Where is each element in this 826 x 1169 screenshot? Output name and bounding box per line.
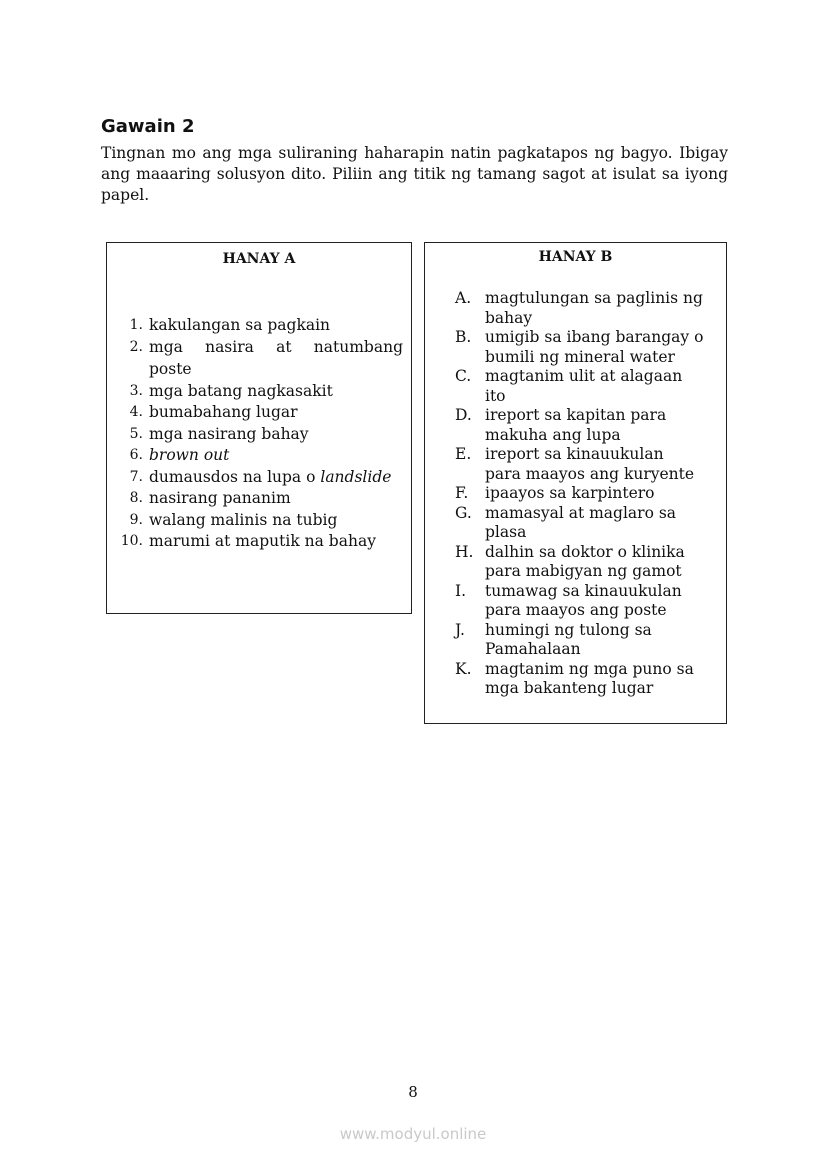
item-text-plain: dumausdos na lupa o xyxy=(149,467,321,486)
hanay-a-item xyxy=(113,468,403,488)
item-text-line2: Pamahalaan xyxy=(485,640,581,658)
hanay-b-item xyxy=(455,543,720,582)
hanay-b-item xyxy=(455,484,720,504)
hanay-a-item xyxy=(113,446,403,466)
item-letter: I. xyxy=(455,581,467,600)
activity-instructions: Tingnan mo ang mga suliraning haharapin natin pagkatapos ng bagyo. Ibigay ang maaaring solusyon dito. Piliin ang titik ng tamang sagot at isulat sa iyong papel. xyxy=(101,144,728,204)
hanay-b-item xyxy=(455,328,720,367)
item-text-line1: mga nasira at natumbang xyxy=(149,337,403,356)
activity-title: Gawain 2 xyxy=(101,116,195,137)
item-text-line1: mamasyal at maglaro sa xyxy=(485,503,677,522)
item-text-line2: para maayos ang poste xyxy=(485,601,667,619)
item-number: 4. xyxy=(129,404,143,420)
item-number: 9. xyxy=(129,511,143,528)
item-text-line2: para mabigyan ng gamot xyxy=(485,562,682,580)
item-text xyxy=(485,582,720,621)
item-text xyxy=(485,484,720,504)
item-text-line2: para maayos ang kuryente xyxy=(485,464,695,483)
hanay-b-item xyxy=(455,621,720,660)
hanay-b-header: HANAY B xyxy=(538,249,613,265)
item-text: brown out xyxy=(149,446,230,464)
item-text-line2: makuha ang lupa xyxy=(485,425,621,444)
item-text xyxy=(485,367,720,406)
item-text: nasirang pananim xyxy=(149,489,291,507)
item-text: mga batang nagkasakit xyxy=(149,381,333,400)
item-text xyxy=(485,543,720,582)
item-text-line1: ireport sa kapitan para xyxy=(485,406,667,424)
item-text-italic: landslide xyxy=(320,467,392,486)
hanay-a-item xyxy=(113,338,403,380)
item-number: 5. xyxy=(129,425,143,442)
item-text-line2: bahay xyxy=(485,308,533,327)
hanay-b-item xyxy=(455,504,720,543)
hanay-a-item xyxy=(113,425,403,445)
hanay-a-item xyxy=(113,382,403,402)
hanay-b-box xyxy=(424,242,727,724)
item-letter: J. xyxy=(455,620,465,639)
item-letter: C. xyxy=(455,367,472,385)
hanay-a-item xyxy=(113,511,403,531)
item-text-line1: tumawag sa kinauukulan xyxy=(485,581,682,600)
hanay-a-item xyxy=(113,403,403,423)
hanay-a-item xyxy=(113,489,403,509)
item-letter: A. xyxy=(455,289,472,307)
hanay-a-item xyxy=(113,532,403,552)
item-text-line1: magtanim ulit at alagaan xyxy=(485,367,683,385)
item-number: 8. xyxy=(129,490,143,506)
item-number: 10. xyxy=(120,533,143,549)
item-text-line1: ipaayos sa karpintero xyxy=(485,484,655,502)
hanay-b-item xyxy=(455,406,720,445)
page-number: 8 xyxy=(408,1083,418,1101)
hanay-b-item xyxy=(455,445,720,484)
hanay-b-list xyxy=(455,289,720,699)
item-letter: B. xyxy=(455,328,472,346)
hanay-b-item xyxy=(455,367,720,406)
item-text-line2: plasa xyxy=(485,523,527,541)
item-text xyxy=(485,328,720,367)
item-text-line2: ito xyxy=(485,386,506,405)
item-text: walang malinis na tubig xyxy=(149,510,338,529)
item-text xyxy=(149,338,403,380)
item-letter: F. xyxy=(455,484,469,502)
item-letter: G. xyxy=(455,503,472,522)
item-text-line2: poste xyxy=(149,360,192,378)
item-text-line1: ireport sa kinauukulan xyxy=(485,445,664,463)
item-text: kakulangan sa pagkain xyxy=(149,316,331,334)
item-text-line1: umigib sa ibang barangay o xyxy=(485,328,704,346)
item-text-line1: dalhin sa doktor o klinika xyxy=(485,542,685,561)
hanay-a-list xyxy=(113,316,403,554)
item-letter: K. xyxy=(455,659,472,678)
item-text: mga nasirang bahay xyxy=(149,424,309,443)
hanay-b-item xyxy=(455,660,720,699)
item-letter: E. xyxy=(455,445,472,463)
item-text: bumabahang lugar xyxy=(149,403,298,421)
item-text xyxy=(485,445,720,484)
hanay-b-item xyxy=(455,289,720,328)
item-text: marumi at maputik na bahay xyxy=(149,532,376,550)
item-number: 6. xyxy=(129,447,143,463)
item-text xyxy=(485,289,720,328)
item-number: 1. xyxy=(129,317,143,333)
item-text-line1: magtanim ng mga puno sa xyxy=(485,659,694,678)
hanay-b-item xyxy=(455,582,720,621)
item-text-line1: humingi ng tulong sa xyxy=(485,620,652,639)
item-text xyxy=(485,660,720,699)
item-letter: D. xyxy=(455,406,472,424)
item-text xyxy=(485,621,720,660)
item-letter: H. xyxy=(455,542,474,561)
item-number: 3. xyxy=(129,382,143,399)
hanay-a-item xyxy=(113,316,403,336)
item-text xyxy=(149,468,403,488)
item-number: 7. xyxy=(129,468,143,485)
hanay-a-box xyxy=(106,242,412,614)
item-text-line1: magtulungan sa paglinis ng xyxy=(485,289,703,307)
item-text-line2: mga bakanteng lugar xyxy=(485,679,654,697)
item-text xyxy=(485,504,720,543)
item-number: 2. xyxy=(129,338,143,355)
hanay-a-header: HANAY A xyxy=(222,251,296,267)
item-text xyxy=(485,406,720,445)
watermark: www.modyul.online xyxy=(339,1125,487,1143)
item-text-line2: bumili ng mineral water xyxy=(485,347,675,366)
